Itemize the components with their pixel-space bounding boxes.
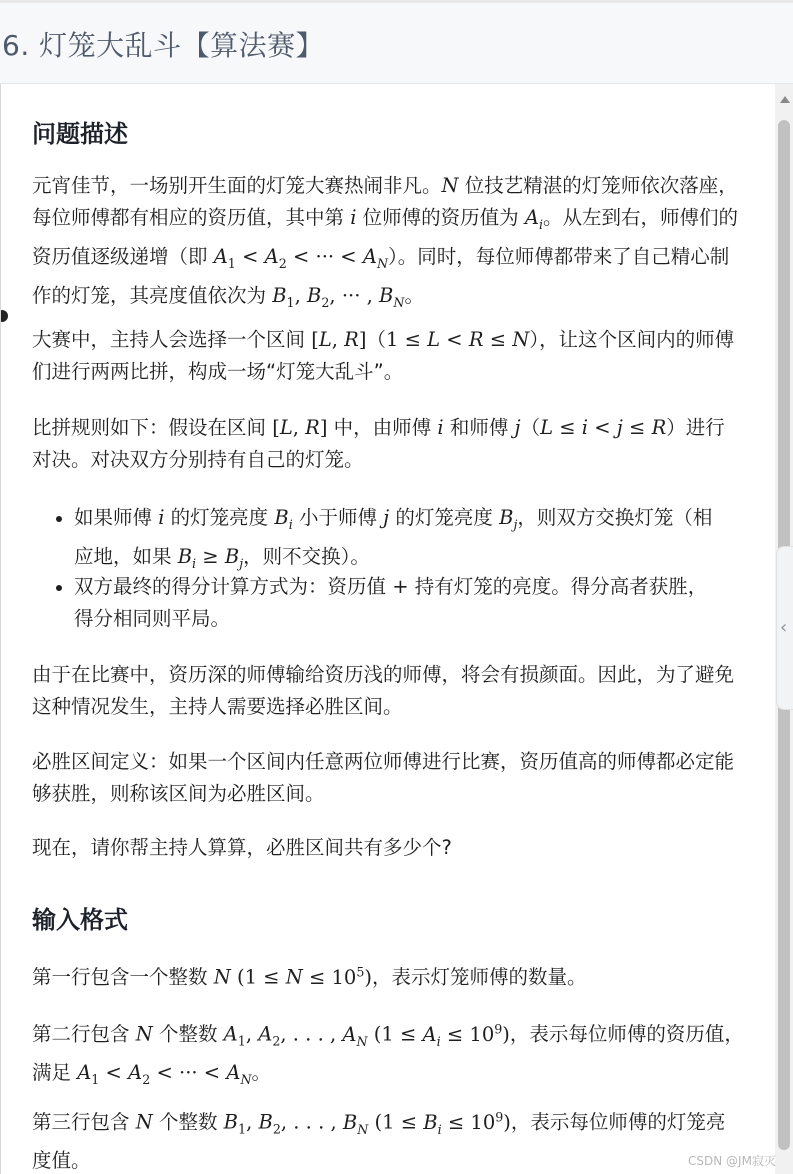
page-title: 6. 灯笼大乱斗【算法赛】 <box>2 29 325 62</box>
input-line-2: 第二行包含 N 个整数 $A_1$, $A_2$, . . . , $A_N$ $(1 \le A_i \le 10^9)$，表示每位师傅的资历值，满足 $A_1 < A_2$ < ··· < $A_N$。 <box>32 1021 744 1088</box>
bullet-dot <box>56 585 62 591</box>
list-item: 双方最终的得分计算方式为：资历值 + 持有灯笼的亮度。得分高者获胜，得分相同则平局。 <box>52 571 724 635</box>
paragraph-question: 现在，请你帮主持人算算，必胜区间共有多少个? <box>32 836 452 859</box>
problem-content-panel[interactable] <box>0 84 775 1174</box>
section-heading-description: 问题描述 <box>32 120 128 148</box>
list-item: 如果师傅 i 的灯笼亮度 $B_i$ 小于师傅 j 的灯笼亮度 $B_j$，则双方交换灯笼（相应地，如果 $B_i \ge B_j$，则不交换）。 <box>52 502 724 580</box>
top-divider <box>0 0 793 3</box>
input-line-1: 第一行包含一个整数 N $(1 \le N \le 10^5)$，表示灯笼师傅的数量。 <box>32 964 587 989</box>
paragraph-background: 元宵佳节，一场别开生面的灯笼大赛热闹非凡。N 位技艺精湛的灯笼师依次落座，每位师傅都有相应的资历值，其中第 i 位师傅的资历值为 $A_i$。从左到右，师傅们的资历值逐级递增（即 $A_1 < A_2$ < ··· < $A_N$）。同时，每位师傅都带来了自己精心制作的灯笼，其亮度值依次为 $B_1$, $B_2$, ··· , $B_N$。 <box>32 174 739 310</box>
section-heading-input: 输入格式 <box>32 906 128 934</box>
watermark: CSDN @JM寂灭 <box>688 1154 776 1168</box>
input-line-3: 第三行包含 N 个整数 $B_1$, $B_2$, . . . , $B_N$ $(1 \le B_i \le 10^9)$，表示每位师傅的灯笼亮度值。 <box>32 1109 726 1173</box>
title-bar <box>0 0 793 84</box>
paragraph-rules: 比拼规则如下：假设在区间 [L, R] 中，由师傅 i 和师傅 j（L ≤ i < j ≤ R）进行对决。对决双方分别持有自己的灯笼。 <box>32 416 725 471</box>
bullet-dot <box>56 516 62 522</box>
resize-handle-dot[interactable] <box>0 310 8 322</box>
chevron-left-icon: ‹ <box>780 617 788 638</box>
side-panel-toggle[interactable] <box>776 546 793 710</box>
paragraph-interval: 大赛中，主持人会选择一个区间 [L, R]（1 ≤ L < R ≤ N），让这个区间内的师傅们进行两两比拼，构成一场“灯笼大乱斗”。 <box>32 328 735 383</box>
paragraph-motivation: 由于在比赛中，资历深的师傅输给资历浅的师傅，将会有损颜面。因此，为了避免这种情况发生，主持人需要选择必胜区间。 <box>32 663 735 718</box>
scroll-up-arrow-icon[interactable] <box>780 96 790 103</box>
paragraph-definition: 必胜区间定义：如果一个区间内任意两位师傅进行比赛，资历值高的师傅都必定能够获胜，则称该区间为必胜区间。 <box>32 750 735 805</box>
